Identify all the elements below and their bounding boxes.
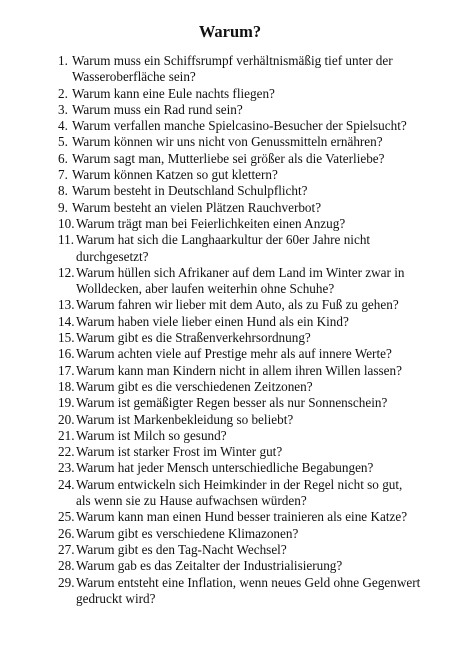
question-number: 23. [58,460,75,476]
question-number: 1. [58,53,68,68]
question-text: Warum muss ein Schiffsrumpf verhältnismäßig tief unter der [72,53,393,68]
question-item [58,330,418,346]
question-item [58,346,418,362]
question-item [58,428,418,444]
question-text: Warum fahren wir lieber mit dem Auto, als zu Fuß zu gehen? [76,297,399,313]
question-text: Warum muss ein Rad rund sein? [72,101,243,117]
question-text-continuation: als wenn sie zu Hause aufwachsen würden? [76,493,307,509]
question-item [58,509,418,525]
question-text: Warum gibt es die verschiedenen Zeitzonen? [76,378,313,394]
question-item [58,265,418,298]
question-item [58,86,418,102]
question-item [58,216,418,232]
question-number: 18. [58,378,75,394]
question-number: 14. [58,313,75,329]
question-text: Warum ist starker Frost im Winter gut? [76,444,283,460]
question-text: Warum ist gemäßigter Regen besser als nur Sonnenschein? [76,395,388,411]
question-item [58,558,418,574]
question-number: 17. [58,362,75,378]
question-number: 4. [58,118,68,134]
question-number: 26. [58,525,75,541]
question-text: Warum können Katzen so gut klettern? [72,167,278,183]
question-text: Warum gab es das Zeitalter der Industrialisierung? [76,558,343,574]
question-number: 6. [58,150,68,166]
question-item [58,444,418,460]
question-number: 22. [58,444,75,460]
question-text: Warum hat jeder Mensch unterschiedliche Begabungen? [76,460,374,476]
question-text: Warum können wir uns nicht von Genussmitteln ernähren? [72,134,383,150]
question-number: 12. [58,264,75,280]
question-number: 5. [58,134,68,150]
question-item [58,53,418,86]
page-title: Warum? [198,22,262,41]
question-item [58,134,418,150]
question-item [58,297,418,313]
question-text: Warum besteht in Deutschland Schulpflicht? [72,183,308,199]
question-text: Warum kann man einen Hund besser trainieren als eine Katze? [76,509,408,525]
question-text: Warum haben viele lieber einen Hund als ein Kind? [76,313,349,329]
question-item [58,167,418,183]
question-item [58,151,418,167]
question-number: 16. [58,346,75,362]
question-text: Warum besteht an vielen Plätzen Rauchverbot? [72,199,322,215]
question-number: 19. [58,395,75,411]
question-item [58,460,418,476]
question-item [58,363,418,379]
question-item [58,314,418,330]
question-text: Warum kann man Kindern nicht in allem ihren Willen lassen? [76,362,402,378]
question-number: 24. [58,476,75,492]
question-number: 29. [58,574,75,590]
question-number: 10. [58,215,75,231]
question-number: 3. [58,101,68,117]
question-item [58,102,418,118]
question-item [58,183,418,199]
question-text: Warum gibt es verschiedene Klimazonen? [76,525,299,541]
question-number: 9. [58,199,68,215]
question-number: 27. [58,541,75,557]
question-text: Warum trägt man bei Feierlichkeiten einen Anzug? [76,215,346,231]
question-text: Warum achten viele auf Prestige mehr als auf innere Werte? [76,346,392,362]
question-item [58,118,418,134]
question-text: Warum entsteht eine Inflation, wenn neues Geld ohne Gegenwert [76,574,421,590]
question-item [58,200,418,216]
question-item [58,232,418,265]
question-number: 20. [58,411,75,427]
question-number: 13. [58,297,75,313]
question-item [58,412,418,428]
question-text: Warum hat sich die Langhaarkultur der 60er Jahre nicht [76,232,371,248]
question-number: 7. [58,167,68,183]
question-text: Warum verfallen manche Spielcasino-Besucher der Spielsucht? [72,118,407,134]
question-item [58,395,418,411]
question-text-continuation: gedruckt wird? [76,590,156,606]
question-text: Warum ist Milch so gesund? [76,427,227,443]
question-text: Warum kann eine Eule nachts fliegen? [72,85,275,101]
question-item [58,542,418,558]
question-text-continuation: Wasseroberfläche sein? [72,69,196,85]
question-text: Warum hüllen sich Afrikaner auf dem Land im Winter zwar in [76,264,405,280]
question-text: Warum gibt es die Straßenverkehrsordnung? [76,330,311,346]
question-number: 21. [58,427,75,443]
question-number: 2. [58,85,68,101]
question-number: 15. [58,330,75,346]
question-item [58,477,418,510]
question-text: Warum sagt man, Mutterliebe sei größer als die Vaterliebe? [72,150,385,166]
question-text: Warum entwickeln sich Heimkinder in der Regel nicht so gut, [76,476,403,492]
question-list [58,53,421,607]
question-number: 25. [58,509,75,525]
question-item [58,526,418,542]
question-number: 28. [58,558,75,574]
question-text-continuation: durchgesetzt? [76,248,149,264]
question-number: 8. [58,183,68,199]
question-text: Warum gibt es den Tag-Nacht Wechsel? [76,541,287,557]
question-number: 11. [58,232,74,248]
question-item [58,379,418,395]
question-text: Warum ist Markenbekleidung so beliebt? [76,411,294,427]
question-item [58,574,421,608]
question-text-continuation: Wolldecken, aber laufen weiterhin ohne Schuhe? [76,281,335,297]
